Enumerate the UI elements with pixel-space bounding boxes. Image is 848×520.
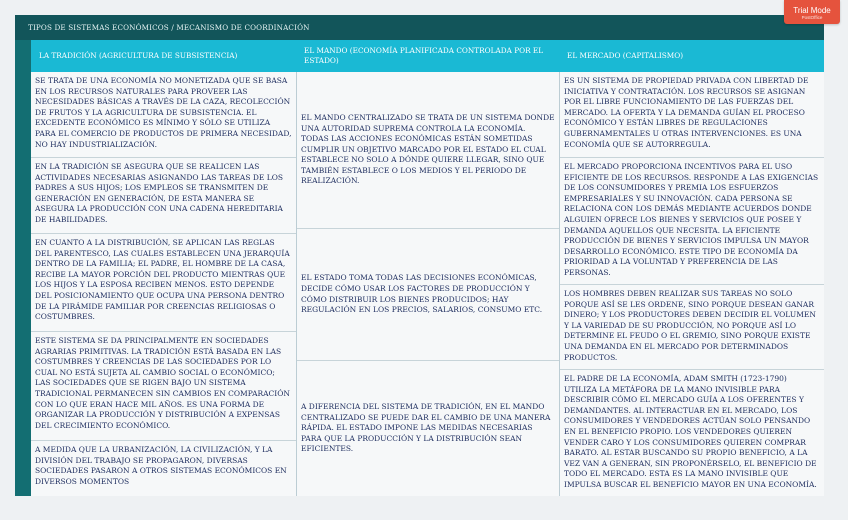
mando-cell-3 <box>297 361 559 496</box>
economic-systems-table <box>15 15 824 496</box>
mercado-cell-2: EL MERCADO PROPORCIONA INCENTIVOS PARA EL USO EFICIENTE DE LOS RECURSOS. RESPONDE A LAS EXIGENCIAS DE LOS CONSUMIDORES Y PREMIA LOS ESFUERZOS EMPRESARIALES Y SU INNOVACIÓN. CADA PERSONA SE RELACIONA CON LOS DEMÁS MEDIANTE ACUERDOS DONDE ALGUIEN OFRECE LOS BIENES Y SERVICIOS QUE POSEE Y DEMANDA AQUELLOS QUE NECESITA. LA EFICIENTE PRODUCCIÓN DE BIENES Y SERVICIOS IMPULSA UN MAYOR DESARROLLO ECONÓMICO. ESTE TIPO DE ECONOMÍA DA PRIORIDAD A LA VOLUNTAD Y PREFERENCIA DE LAS PERSONAS. <box>560 158 824 285</box>
trial-mode-badge <box>784 0 840 24</box>
tradicion-cell-3: EN CUANTO A LA DISTRIBUCIÓN, SE APLICAN LAS REGLAS DEL PARENTESCO, LAS CUALES ESTABLECEN UNA JERARQUÍA DENTRO DE LA FAMILIA; EL PADRE, EL HOMBRE DE LA CASA, RECIBE LA MAYOR PORCIÓN DEL PRODUCTO MIENTRAS QUE LOS HIJOS Y LA ESPOSA RECIBEN MENOS. ESTO DEPENDE DEL POSICIONAMIENTO QUE OCUPA UNA PERSONA DENTRO DE LA PIRÁMIDE FAMILIAR POR CREENCIAS RELIGIOSAS O COSTUMBRES. <box>31 234 296 332</box>
header-mando: EL MANDO (ECONOMÍA PLANIFICADA CONTROLADA POR EL ESTADO) <box>296 40 559 72</box>
trial-mode-sub-label: PostOffice <box>801 15 823 20</box>
mando-cell-2 <box>297 229 559 361</box>
mercado-cell-1: ES UN SISTEMA DE PROPIEDAD PRIVADA CON LIBERTAD DE INICIATIVA Y CONTRATACIÓN. LOS RECURSOS SE ASIGNAN POR EL LIBRE FUNCIONAMIENTO DE LAS FUERZAS DEL MERCADO. LA OFERTA Y LA DEMANDA GUÍAN EL PROCESO ECONÓMICO Y ESTÁN LIBRES DE REGULACIONES GUBERNAMENTALES U OTRAS INTERVENCIONES. ES UNA ECONOMÍA QUE SE AUTORREGULA. <box>560 72 824 158</box>
mando-cell-3-text: A DIFERENCIA DEL SISTEMA DE TRADICIÓN, EN EL MANDO CENTRALIZADO SE PUEDE DAR EL CAMBIO DE UNA MANERA RÁPIDA. EL ESTADO IMPONE LAS MEDIDAS NECESARIAS PARA QUE LA PRODUCCIÓN Y LA DISTRIBUCIÓN SEAN EFICIENTES. <box>301 402 551 454</box>
header-tradicion: LA TRADICIÓN (AGRICULTURA DE SUBSISTENCIA) <box>31 40 296 72</box>
header-mercado: EL MERCADO (CAPITALISMO) <box>559 40 824 72</box>
tradicion-cell-2: EN LA TRADICIÓN SE ASEGURA QUE SE REALICEN LAS ACTIVIDADES NECESARIAS ASIGNANDO LAS TAREAS DE LOS PADRES A SUS HIJOS; LOS EMPLEOS SE TRANSMITEN DE GENERACIÓN EN GENERACIÓN, DE ESTA MANERA SE ASEGURA LA PRODUCCIÓN CON UNA CADENA HEREDITARIA DE HABILIDADES. <box>31 158 296 234</box>
tradicion-cell-5: A MEDIDA QUE LA URBANIZACIÓN, LA CIVILIZACIÓN, Y LA DIVISIÓN DEL TRABAJO SE PROPAGARON, DIVERSAS SOCIEDADES PASARON A OTROS SISTEMAS ECONÓMICOS EN DIVERSOS MOMENTOS <box>31 441 296 496</box>
tradicion-cell-4: ESTE SISTEMA SE DA PRINCIPALMENTE EN SOCIEDADES AGRARIAS PRIMITIVAS. LA TRADICIÓN ESTÁ BASADA EN LAS COSTUMBRES Y CREENCIAS DE LAS SOCIEDADES POR LO CUAL NO ESTÁ SUJETA AL CAMBIO SOCIAL O ECONÓMICO; LAS SOCIEDADES QUE SE RIGEN BAJO UN SISTEMA TRADICIONAL PERMANECEN SIN CAMBIOS EN COMPARACIÓN CON LO QUE ERAN HACE MIL AÑOS. ES UNA FORMA DE ORGANIZAR LA PRODUCCIÓN Y DISTRIBUCIÓN A EXPENSAS DEL CRECIMIENTO ECONÓMICO. <box>31 332 296 441</box>
trial-mode-label: Trial Mode <box>793 6 831 15</box>
mando-cell-1 <box>297 72 559 229</box>
mercado-cell-3: LOS HOMBRES DEBEN REALIZAR SUS TAREAS NO SOLO PORQUE ASÍ SE LES ORDENE, SINO PORQUE DESEAN GANAR DINERO; Y LOS PRODUCTORES DEBEN DECIDIR EL VOLUMEN Y LA VARIEDAD DE SU PRODUCCIÓN, NO PORQUE ASÍ LO DETERMINE EL FEUDO O EL GREMIO, SINO PORQUE EXISTE UNA DEMANDA EN EL MERCADO POR DETERMINADOS PRODUCTOS. <box>560 285 824 370</box>
tradicion-cell-1: SE TRATA DE UNA ECONOMÍA NO MONETIZADA QUE SE BASA EN LOS RECURSOS NATURALES PARA PROVEER LAS NECESIDADES BÁSICAS A TRAVÉS DE LA CAZA, RECOLECCIÓN DE FRUTOS Y LA AGRICULTURA DE SUBSISTENCIA. EL EXCEDENTE ECONÓMICO ES MÍNIMO Y SÓLO SE UTILIZA PARA EL COMERCIO DE PRODUCTOS DE PRIMERA NECESIDAD, NO HAY INDUSTRIALIZACIÓN. <box>31 72 296 158</box>
mercado-cell-4: EL PADRE DE LA ECONOMÍA, ADAM SMITH (1723-1790) UTILIZA LA METÁFORA DE LA MANO INVISIBLE PARA DESCRIBIR CÓMO EL MERCADO GUÍA A LOS OFERENTES Y DEMANDANTES. AL INTERACTUAR EN EL MERCADO, LOS CONSUMIDORES Y VENDEDORES ACTÚAN SOLO PENSANDO EN EL BENEFICIO PROPIO. LOS VENDEDORES QUIEREN VENDER CARO Y LOS CONSUMIDORES QUIEREN COMPRAR BARATO. AL ESTAR BUSCANDO SU PROPIO BENEFICIO, A LA VEZ VAN A GENERAN, SIN PROPONÉRSELO, EL BENEFICIO DE TODO EL MERCADO. ESTA ES LA MANO INVISIBLE QUE IMPULSA BUSCAR EL BENEFICIO MAYOR EN UNA ECONOMÍA. <box>560 370 824 496</box>
mando-cell-2-text: EL ESTADO TOMA TODAS LAS DECISIONES ECONÓMICAS, DECIDE CÓMO USAR LOS FACTORES DE PRODUCCIÓN Y CÓMO DISTRIBUIR LOS BIENES PRODUCIDOS; HAY REGULACIÓN EN LOS PRECIOS, SALARIOS, CONSUMO ETC. <box>301 273 543 315</box>
table-title: TIPOS DE SISTEMAS ECONÓMICOS / MECANISMO DE COORDINACIÓN <box>15 15 824 40</box>
mando-cell-1-text: EL MANDO CENTRALIZADO SE TRATA DE UN SISTEMA DONDE UNA AUTORIDAD SUPREMA CONTROLA LA ECONOMÍA. TODAS LAS ACCIONES ECONÓMICAS ESTÁN SOMETIDAS CUMPLIR UN OBJETIVO MARCADO POR EL ESTADO EL CUAL ESTABLECE NO SOLO A DÓNDE QUIERE LLEGAR, SINO QUE TAMBIÉN ESTABLECE O LOS MEDIOS Y EL PERIODO DE REALIZACIÓN. <box>301 112 555 186</box>
left-accent-strip <box>15 40 31 496</box>
